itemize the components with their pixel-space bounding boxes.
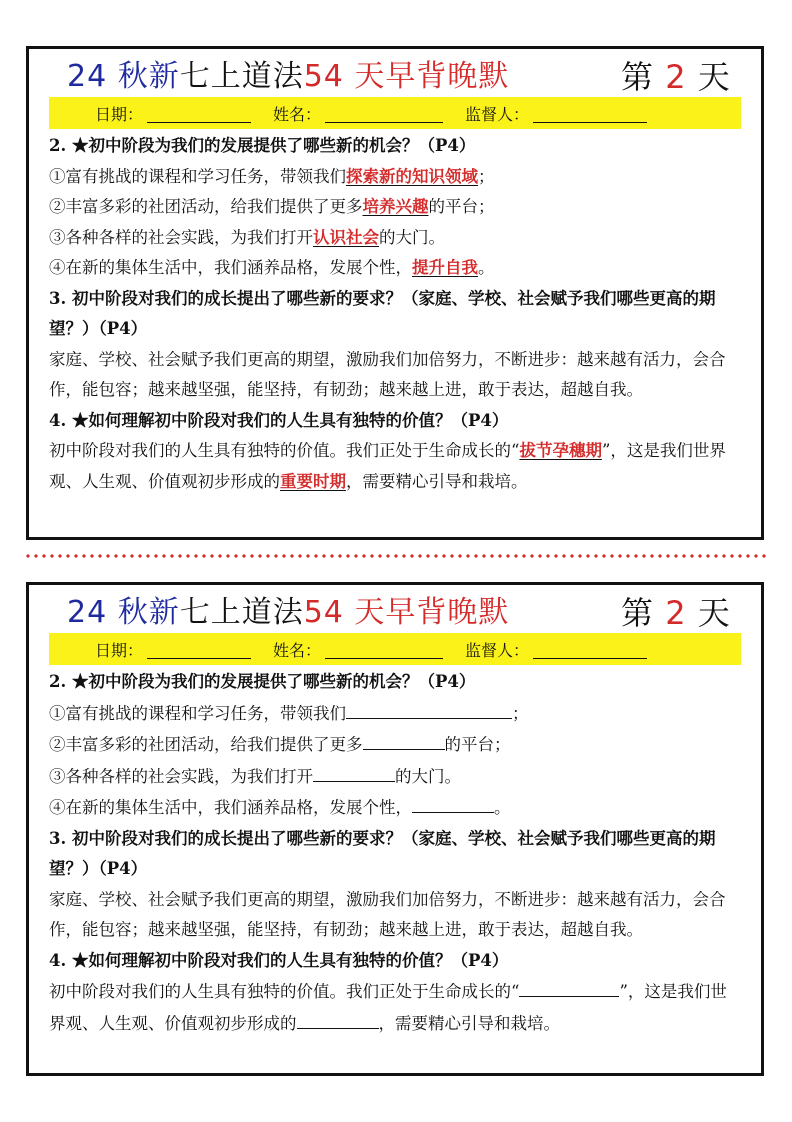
date-label: 日期：: [95, 104, 144, 124]
question-2: 2. ★初中阶段为我们的发展提供了哪些新的机会？（P4）: [49, 672, 476, 691]
date-label: 日期：: [95, 640, 144, 660]
title-part-black: 七上道法: [179, 595, 304, 630]
fill-blank[interactable]: [313, 761, 395, 782]
q2-item-2: ②丰富多彩的社团活动，给我们提供了更多 的平台；: [49, 729, 741, 761]
content: [29, 129, 761, 497]
q2-item-2: ②丰富多彩的社团活动，给我们提供了更多培养兴趣的平台；: [49, 197, 495, 216]
date-field[interactable]: [147, 104, 251, 123]
title-part-red: 54 天早背晚默: [303, 59, 510, 94]
title-part-blue: 24 秋新: [67, 595, 180, 630]
info-bar: [49, 97, 741, 129]
day-label: 第 2 天: [621, 594, 731, 632]
page-title: [29, 49, 761, 97]
q2-item-4: ④在新的集体生活中，我们涵养品格，发展个性， 。: [49, 792, 741, 824]
question-3: 3. 初中阶段对我们的成长提出了哪些新的要求？（家庭、学校、社会赋予我们哪些更高的期望？）（P4）: [49, 828, 716, 878]
fill-blank[interactable]: [519, 976, 619, 997]
question-4: 4. ★如何理解初中阶段对我们的人生具有独特的价值？（P4）: [49, 410, 509, 430]
answer-highlight: 重要时期: [280, 471, 346, 491]
day-label: 第 2 天: [621, 58, 731, 96]
question-3: 3. 初中阶段对我们的成长提出了哪些新的要求？（家庭、学校、社会赋予我们哪些更高的期望？）（P4）: [49, 288, 716, 338]
supervisor-field[interactable]: [533, 104, 647, 123]
question-2: 2. ★初中阶段为我们的发展提供了哪些新的机会？（P4）: [49, 136, 476, 155]
info-bar: [49, 633, 741, 665]
q3-answer: 家庭、学校、社会赋予我们更高的期望，激励我们加倍努力，不断进步：越来越有活力，会合作，能包容；越来越坚强，能坚持，有韧劲；越来越上进，敢于表达，超越自我。: [49, 349, 726, 399]
title-part-black: 七上道法: [179, 59, 304, 94]
q2-item-3: ③各种各样的社会实践，为我们打开 的大门。: [49, 761, 741, 793]
supervisor-label: 监督人：: [465, 104, 530, 124]
title-part-red: 54 天早背晚默: [303, 595, 510, 630]
content: [29, 665, 761, 1039]
answer-highlight: 认识社会: [313, 227, 379, 247]
name-label: 姓名：: [273, 640, 322, 660]
fill-blank[interactable]: [346, 698, 512, 719]
name-field[interactable]: [325, 104, 443, 123]
fill-blank[interactable]: [297, 1008, 379, 1029]
name-label: 姓名：: [273, 104, 322, 124]
q4-answer: 初中阶段对我们的人生具有独特的价值。我们正处于生命成长的“ ”，这是我们世界观、人生观、价值观初步形成的 ，需要精心引导和栽培。: [49, 976, 741, 1039]
answer-highlight: 培养兴趣: [362, 197, 429, 216]
q2-item-4: ④在新的集体生活中，我们涵养品格，发展个性，提升自我。: [49, 258, 495, 277]
q2-item-1: ①富有挑战的课程和学习任务，带领我们探索新的知识领域；: [49, 166, 495, 186]
name-field[interactable]: [325, 640, 443, 659]
answer-highlight: 探索新的知识领域: [346, 166, 478, 186]
page-title: [29, 585, 761, 633]
question-4: 4. ★如何理解初中阶段对我们的人生具有独特的价值？（P4）: [49, 950, 509, 970]
date-field[interactable]: [147, 640, 251, 659]
fill-blank[interactable]: [363, 729, 445, 750]
day-number: 2: [665, 58, 687, 96]
answer-highlight: 拔节孕穗期: [519, 441, 602, 460]
answer-card: [26, 46, 764, 540]
day-number: 2: [665, 594, 687, 632]
q3-answer: 家庭、学校、社会赋予我们更高的期望，激励我们加倍努力，不断进步：越来越有活力，会合作，能包容；越来越坚强，能坚持，有韧劲；越来越上进，敢于表达，超越自我。: [49, 889, 726, 939]
title-part-blue: 24 秋新: [67, 59, 180, 94]
practice-card: [26, 582, 764, 1076]
answer-highlight: 提升自我: [412, 258, 478, 277]
q4-answer: 初中阶段对我们的人生具有独特的价值。我们正处于生命成长的“拔节孕穗期”，这是我们世界观、人生观、价值观初步形成的重要时期，需要精心引导和栽培。: [49, 441, 726, 491]
q2-item-3: ③各种各样的社会实践，为我们打开认识社会的大门。: [49, 227, 445, 247]
supervisor-label: 监督人：: [465, 640, 530, 660]
q2-item-1: ①富有挑战的课程和学习任务，带领我们 ；: [49, 698, 741, 730]
dotted-divider: [24, 553, 768, 559]
fill-blank[interactable]: [412, 792, 494, 813]
supervisor-field[interactable]: [533, 640, 647, 659]
